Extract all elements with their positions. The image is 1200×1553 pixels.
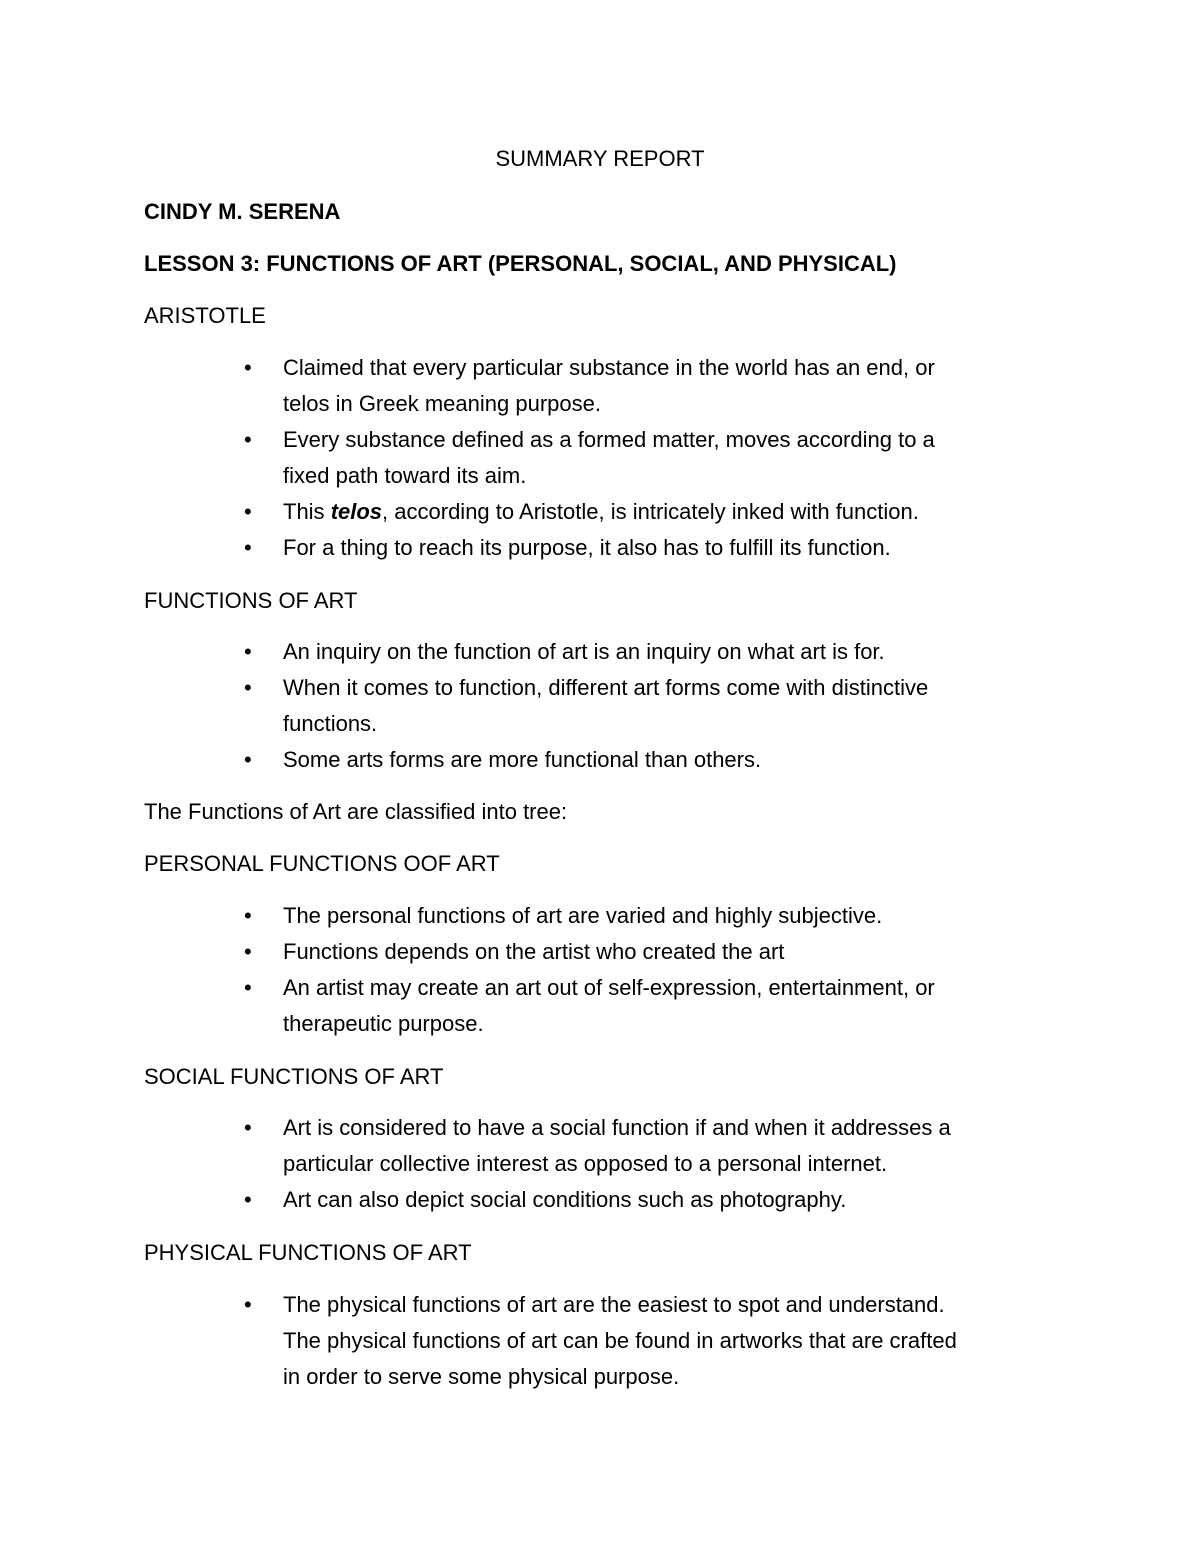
- bullet-3-prefix: This: [283, 499, 331, 524]
- bullet-icon: •: [244, 975, 252, 1000]
- social-bullet-2: Art can also depict social conditions such as photography.: [283, 1187, 847, 1212]
- functions-bullet-1: An inquiry on the function of art is an inquiry on what art is for.: [283, 639, 885, 664]
- aristotle-bullet-4: For a thing to reach its purpose, it also has to fulfill its function.: [283, 535, 891, 560]
- report-title: SUMMARY REPORT: [495, 146, 705, 171]
- bullet-icon: •: [244, 675, 252, 700]
- functions-bullet-2-line-1: When it comes to function, different art forms come with distinctive: [283, 675, 929, 700]
- personal-bullet-3-line-1: An artist may create an art out of self-expression, entertainment, or: [283, 975, 935, 1000]
- aristotle-bullet-1-line-2: telos in Greek meaning purpose.: [283, 391, 601, 416]
- classification-sentence: The Functions of Art are classified into tree:: [144, 799, 568, 824]
- bullet-icon: •: [244, 639, 252, 664]
- section-heading-physical: PHYSICAL FUNCTIONS OF ART: [144, 1240, 472, 1265]
- aristotle-bullet-3: [283, 494, 919, 530]
- section-heading-personal: PERSONAL FUNCTIONS OOF ART: [144, 851, 500, 876]
- bullet-icon: •: [244, 427, 252, 452]
- bullet-icon: •: [244, 535, 252, 560]
- physical-bullet-1-line-3: in order to serve some physical purpose.: [283, 1364, 680, 1389]
- physical-bullet-1-line-2: The physical functions of art can be found in artworks that are crafted: [283, 1328, 957, 1353]
- author-name: CINDY M. SERENA: [144, 199, 341, 224]
- section-heading-aristotle: ARISTOTLE: [144, 303, 266, 328]
- social-bullet-1-line-1: Art is considered to have a social function if and when it addresses a: [283, 1115, 951, 1140]
- bullet-icon: •: [244, 1187, 252, 1212]
- section-heading-functions: FUNCTIONS OF ART: [144, 588, 358, 613]
- bullet-icon: •: [244, 903, 252, 928]
- bullet-icon: •: [244, 1115, 252, 1140]
- bullet-3-suffix: , according to Aristotle, is intricately inked with function.: [382, 499, 919, 524]
- personal-bullet-3-line-2: therapeutic purpose.: [283, 1011, 484, 1036]
- lesson-title: LESSON 3: FUNCTIONS OF ART (PERSONAL, SOCIAL, AND PHYSICAL): [144, 251, 897, 276]
- physical-bullet-1-line-1: The physical functions of art are the easiest to spot and understand.: [283, 1292, 945, 1317]
- aristotle-bullet-2-line-2: fixed path toward its aim.: [283, 463, 527, 488]
- bullet-icon: •: [244, 939, 252, 964]
- personal-bullet-1: The personal functions of art are varied and highly subjective.: [283, 903, 883, 928]
- aristotle-bullet-1-line-1: Claimed that every particular substance in the world has an end, or: [283, 355, 935, 380]
- bullet-icon: •: [244, 747, 252, 772]
- telos-emphasis: telos: [330, 499, 383, 524]
- functions-bullet-2-line-2: functions.: [283, 711, 378, 736]
- functions-bullet-3: Some arts forms are more functional than others.: [283, 747, 762, 772]
- social-bullet-1-line-2: particular collective interest as opposed to a personal internet.: [283, 1151, 888, 1176]
- section-heading-social: SOCIAL FUNCTIONS OF ART: [144, 1064, 444, 1089]
- bullet-icon: •: [244, 1292, 252, 1317]
- bullet-icon: •: [244, 499, 252, 524]
- personal-bullet-2: Functions depends on the artist who created the art: [283, 939, 785, 964]
- bullet-icon: •: [244, 355, 252, 380]
- aristotle-bullet-2-line-1: Every substance defined as a formed matter, moves according to a: [283, 427, 935, 452]
